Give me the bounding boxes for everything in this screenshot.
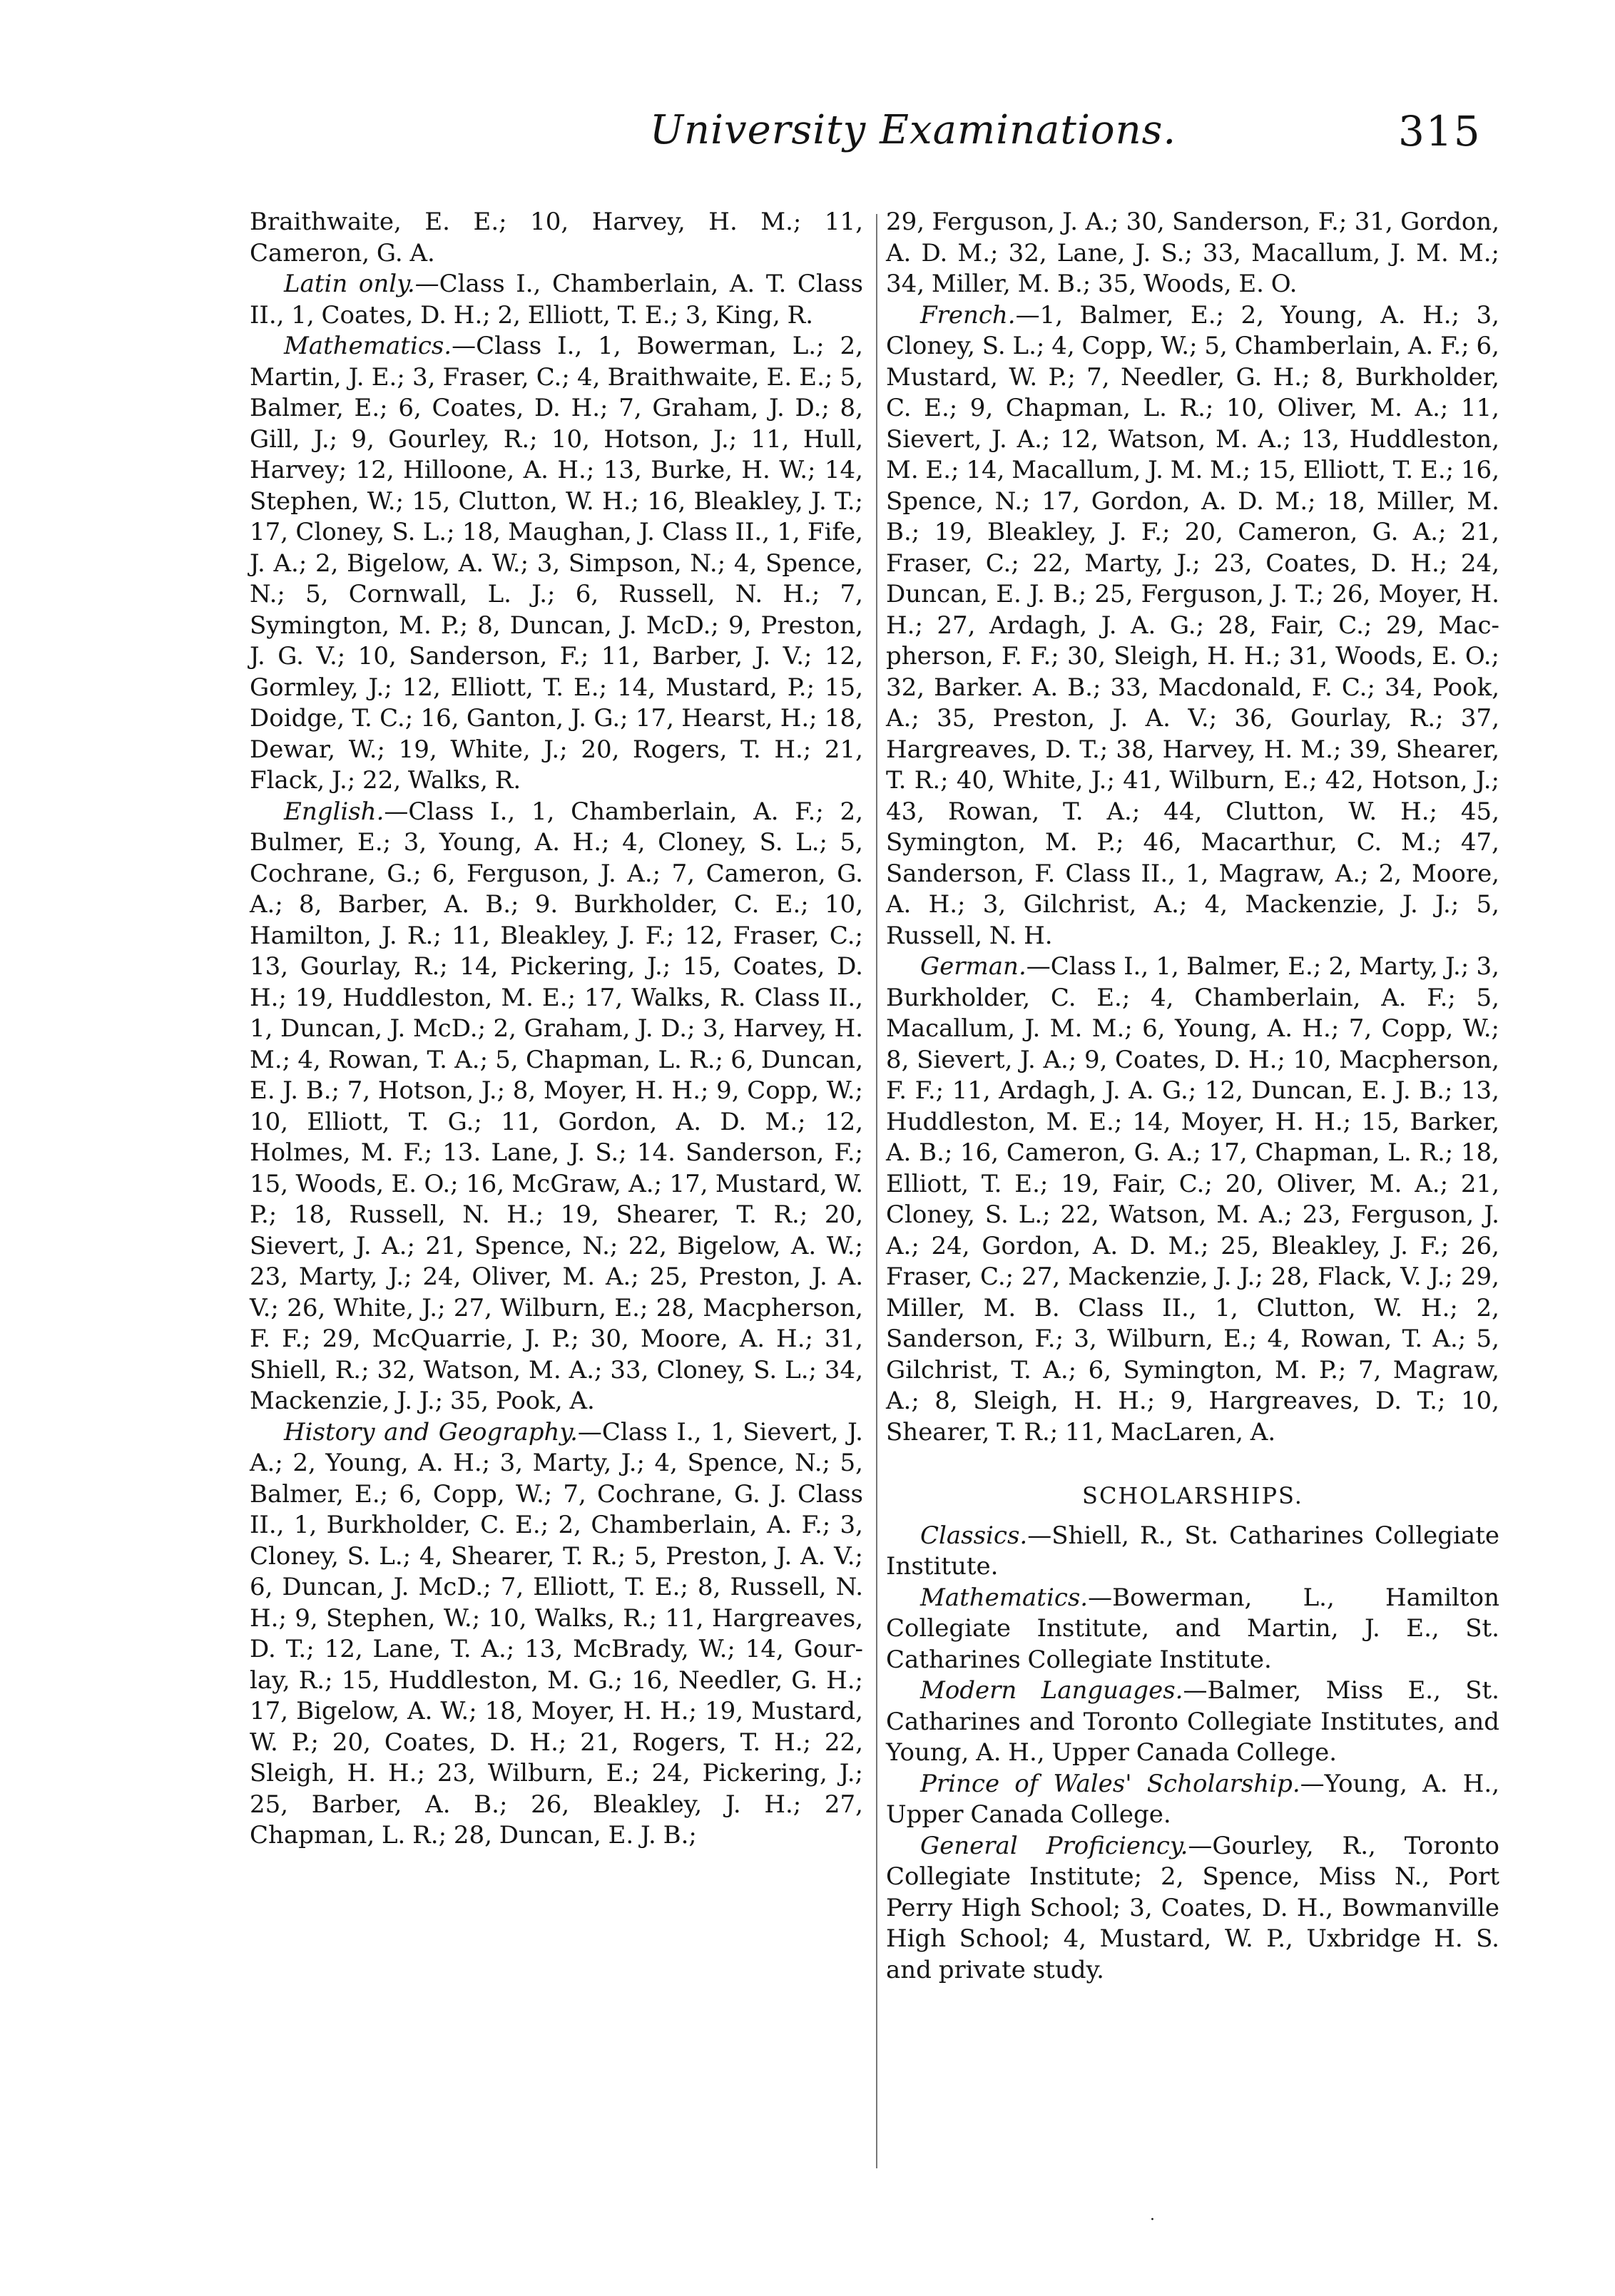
print-mark: · (1150, 2211, 1155, 2229)
paragraph (250, 207, 863, 269)
scholarship-subject: General Proficiency. (920, 1831, 1188, 1860)
paragraph-text: —Class I., 1, Balmer, E.; 2, Marty, J.; 3, Burkholder, C. E.; 4, Chamberlain, A. F.; 5, Macallum, J. M. M.; 6, Young, A. H.; 7, Copp, W.; 8, Sievert, J. A.; 9, Coates, D. H.; 10, Macpherson, F. F.; 11, Ardagh, J. A. G.; 12, Duncan, E. J. B.; 13, Huddleston, M. E.; 14, Moyer, H. H.; 15, Barker, A. B.; 16, Cameron, G. A.; 17, Chapman, L. R.; 18, Elliott, T. E.; 19, Fair, C.; 20, Oliver, M. A.; 21, Cloney, S. L.; 22, Watson, M. A.; 23, Ferguson, J. A.; 24, Gordon, A. D. M.; 25, Bleakley, J. F.; 26, Fraser, C.; 27, Mackenzie, J. J.; 28, Flack, V. J.; 29, Miller, M. B. Class II., 1, Clutton, W. H.; 2, Sanderson, F.; 3, Wilburn, E.; 4, Rowan, T. A.; 5, Gilchrist, T. A.; 6, Symington, M. P.; 7, Magraw, A.; 8, Sleigh, H. H.; 9, Hargreaves, D. T.; 10, Shearer, T. R.; 11, MacLaren, A. (886, 952, 1499, 1447)
paragraph-mathematics (250, 331, 863, 797)
scholarship-text: —Young, A. H., Upper Canada College. (886, 1769, 1500, 1829)
running-title: University Examinations. (649, 107, 1177, 153)
paragraph-text: —Class I., 1, Chamberlain, A. F.; 2, Bulmer, E.; 3, Young, A. H.; 4, Cloney, S. L.; 5, Cochrane, G.; 6, Ferguson, J. A.; 7, Cameron, G. A.; 8, Barber, A. B.; 9. Burkholder, C. E.; 10, Hamilton, J. R.; 11, Bleakley, J. F.; 12, Fraser, C.; 13, Gourlay, R.; 14, Pickering, J.; 15, Coates, D. H.; 19, Huddleston, M. E.; 17, Walks, R. Class II., 1, Duncan, J. McD.; 2, Graham, J. D.; 3, Harvey, H. M.; 4, Rowan, T. A.; 5, Chapman, L. R.; 6, Duncan, E. J. B.; 7, Hotson, J.; 8, Moyer, H. H.; 9, Copp, W.; 10, Elliott, T. G.; 11, Gordon, A. D. M.; 12, Holmes, M. F.; 13. Lane, J. S.; 14. Sanderson, F.; 15, Woods, E. O.; 16, McGraw, A.; 17, Mustard, W. P.; 18, Russell, N. H.; 19, Shearer, T. R.; 20, Sievert, J. A.; 21, Spence, N.; 22, Bigelow, A. W.; 23, Marty, J.; 24, Oliver, M. A.; 25, Preston, J. A. V.; 26, White, J.; 27, Wilburn, E.; 28, Macpherson, F. F.; 29, McQuarrie, J. P.; 30, Moore, A. H.; 31, Shiell, R.; 32, Watson, M. A.; 33, Cloney, S. L.; 34, Mackenzie, J. J.; 35, Pook, A. (250, 797, 863, 1415)
scholarship-subject: Prince of Wales' Scholarship. (920, 1769, 1300, 1798)
subject-label: History and Geography. (284, 1417, 578, 1447)
right-column (886, 207, 1499, 1986)
scholarship-text: —Bowerman, L., Hamilton Collegiate Institute, and Martin, J. E., St. Catharines Collegiate Institute. (886, 1583, 1499, 1674)
subject-label: German. (920, 952, 1026, 981)
paragraph-latin (250, 269, 863, 331)
subject-label: Mathematics. (284, 332, 452, 360)
column-divider (876, 214, 877, 2168)
scholarship-text: —Gourley, R., Toronto Collegiate Institute; 2, Spence, Miss N., Port Perry High School; 3, Coates, D. H., Bowmanville High School; 4, Mustard, W. P., Uxbridge H. S. and private study. (886, 1831, 1499, 1984)
subject-label: English. (284, 797, 384, 826)
paragraph-text: —Class I., 1, Bowerman, L.; 2, Martin, J. E.; 3, Fraser, C.; 4, Braithwaite, E. E.; 5, Balmer, E.; 6, Coates, D. H.; 7, Graham, J. D.; 8, Gill, J.; 9, Gourley, R.; 10, Hotson, J.; 11, Hull, Harvey; 12, Hilloone, A. H.; 13, Burke, H. W.; 14, Stephen, W.; 15, Clutton, W. H.; 16, Bleakley, J. T.; 17, Cloney, S. L.; 18, Maughan, J. Class II., 1, Fife, J. A.; 2, Bigelow, A. W.; 3, Simpson, N.; 4, Spence, N.; 5, Cornwall, L. J.; 6, Russell, N. H.; 7, Symington, M. P.; 8, Duncan, J. McD.; 9, Preston, J. G. V.; 10, Sanderson, F.; 11, Barber, J. V.; 12, Gormley, J.; 12, Elliott, T. E.; 14, Mustard, P.; 15, Doidge, T. C.; 16, Ganton, J. G.; 17, Hearst, H.; 18, Dewar, W.; 19, White, J.; 20, Rogers, T. H.; 21, Flack, J.; 22, Walks, R. (250, 332, 863, 795)
scholarships-heading: SCHOLARSHIPS. (1082, 1482, 1303, 1509)
paragraph-english (250, 797, 863, 1417)
scholarship-subject: Classics. (920, 1521, 1028, 1550)
page-number: 315 (1398, 107, 1482, 155)
paragraph (886, 207, 1499, 300)
subject-label: French. (920, 300, 1016, 330)
scholarship-entry (886, 1583, 1499, 1676)
paragraph-german (886, 951, 1499, 1448)
paragraph-text: 29, Ferguson, J. A.; 30, Sanderson, F.; 31, Gordon, A. D. M.; 32, Lane, J. S.; 33, Macallum, J. M. M.; 34, Miller, M. B.; 35, Woods, E. O. (886, 208, 1499, 298)
paragraph-french (886, 300, 1499, 952)
scholarship-subject: Mathematics. (920, 1583, 1089, 1612)
paragraph-text: —Class I., Chamberlain, A. T. Class II., 1, Coates, D. H.; 2, Elliott, T. E.; 3, King, R. (250, 270, 863, 330)
subject-label: Latin only. (284, 270, 415, 298)
scholarship-entry (886, 1521, 1499, 1583)
page-header (0, 107, 1615, 171)
scholarship-entry (886, 1769, 1499, 1831)
paragraph-text: Braithwaite, E. E.; 10, Harvey, H. M.; 11, Cameron, G. A. (250, 208, 863, 267)
left-column (250, 207, 863, 1852)
paragraph-history-geography (250, 1417, 863, 1852)
paragraph-text: —1, Balmer, E.; 2, Young, A. H.; 3, Cloney, S. L.; 4, Copp, W.; 5, Chamberlain, A. F.; 6, Mustard, W. P.; 7, Needler, G. H.; 8, Burkholder, C. E.; 9, Chapman, L. R.; 10, Oliver, M. A.; 11, Sievert, J. A.; 12, Watson, M. A.; 13, Huddleston, M. E.; 14, Macallum, J. M. M.; 15, Elliott, T. E.; 16, Spence, N.; 17, Gordon, A. D. M.; 18, Miller, M. B.; 19, Bleakley, J. F.; 20, Cameron, G. A.; 21, Fraser, C.; 22, Marty, J.; 23, Coates, D. H.; 24, Duncan, E. J. B.; 25, Ferguson, J. T.; 26, Moyer, H. H.; 27, Ardagh, J. A. G.; 28, Fair, C.; 29, Macpherson, F. F.; 30, Sleigh, H. H.; 31, Woods, E. O.; 32, Barker. A. B.; 33, Macdonald, F. C.; 34, Pook, A.; 35, Preston, J. A. V.; 36, Gourlay, R.; 37, Hargreaves, D. T.; 38, Harvey, H. M.; 39, Shearer, T. R.; 40, White, J.; 41, Wilburn, E.; 42, Hotson, J.; 43, Rowan, T. A.; 44, Clutton, W. H.; 45, Symington, M. P.; 46, Macarthur, C. M.; 47, Sanderson, F. Class II., 1, Magraw, A.; 2, Moore, A. H.; 3, Gilchrist, A.; 4, Mackenzie, J. J.; 5, Russell, N. H. (886, 300, 1500, 950)
scholarship-entry (886, 1675, 1499, 1769)
paragraph-text: —Class I., 1, Sievert, J. A.; 2, Young, A. H.; 3, Marty, J.; 4, Spence, N.; 5, Balmer, E.; 6, Copp, W.; 7, Cochrane, G. J. Class II., 1, Burkholder, C. E.; 2, Chamberlain, A. F.; 3, Cloney, S. L.; 4, Shearer, T. R.; 5, Preston, J. A. V.; 6, Duncan, J. McD.; 7, Elliott, T. E.; 8, Russell, N. H.; 9, Stephen, W.; 10, Walks, R.; 11, Hargreaves, D. T.; 12, Lane, T. A.; 13, McBrady, W.; 14, Gourlay, R.; 15, Huddleston, M. G.; 16, Needler, G. H.; 17, Bigelow, A. W.; 18, Moyer, H. H.; 19, Mustard, W. P.; 20, Coates, D. H.; 21, Rogers, T. H.; 22, Sleigh, H. H.; 23, Wilburn, E.; 24, Pickering, J.; 25, Barber, A. B.; 26, Bleakley, J. H.; 27, Chapman, L. R.; 28, Duncan, E. J. B.; (250, 1417, 863, 1849)
scholarship-subject: Modern Languages. (920, 1676, 1183, 1705)
scholarship-text: —Balmer, Miss E., St. Catharines and Toronto Collegiate Institutes, and Young, A. H., Upper Canada College. (886, 1676, 1499, 1767)
scholarship-entry (886, 1831, 1499, 1986)
scholarship-text: —Shiell, R., St. Catharines Collegiate Institute. (886, 1521, 1499, 1581)
